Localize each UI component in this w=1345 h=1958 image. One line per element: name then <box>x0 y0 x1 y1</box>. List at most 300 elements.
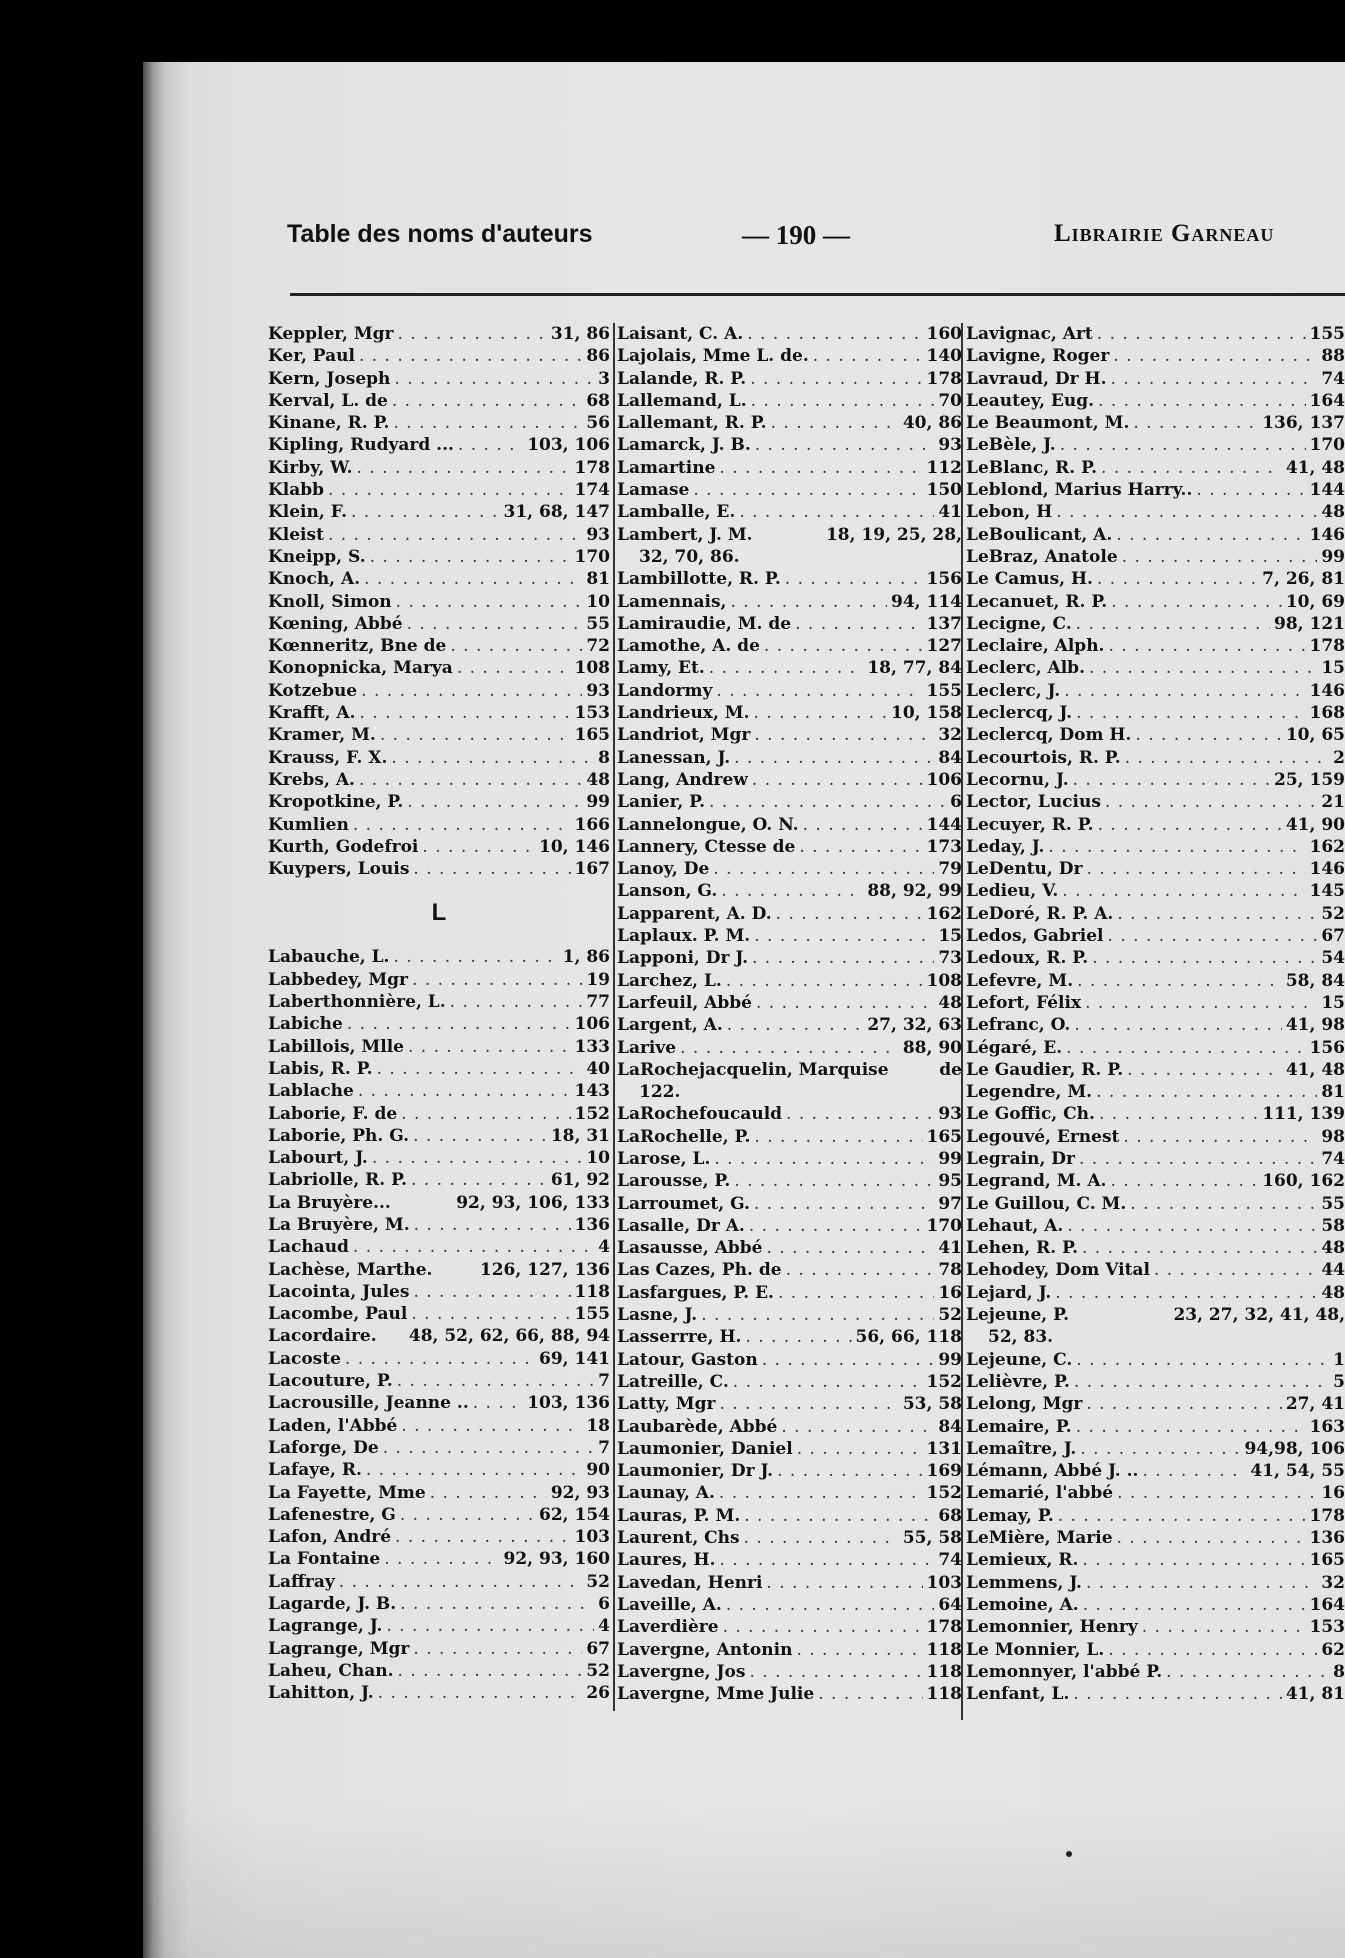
leader-dots <box>744 1505 934 1527</box>
leader-dots <box>1108 1639 1317 1661</box>
leader-dots <box>380 724 571 746</box>
page-references: 52 <box>586 1660 610 1681</box>
leader-dots <box>359 345 582 367</box>
page-references: 32 <box>1321 1572 1345 1593</box>
index-entry <box>268 1036 610 1058</box>
index-entry <box>268 1660 610 1682</box>
page-references: 131 <box>926 1438 962 1459</box>
page-references: 16 <box>1321 1483 1345 1504</box>
index-entry <box>966 591 1345 613</box>
index-entry <box>268 323 610 345</box>
index-entry <box>966 1259 1345 1281</box>
author-name: Lanier, P. <box>617 792 706 813</box>
index-entry <box>268 858 610 880</box>
index-entry <box>966 635 1345 657</box>
author-name: Lejeune, P. <box>966 1305 1069 1326</box>
leader-dots <box>370 546 571 568</box>
index-entry <box>268 1459 610 1481</box>
page-references: 165 <box>574 725 610 746</box>
leader-dots <box>395 1526 570 1548</box>
page-references: 44 <box>1321 1260 1345 1281</box>
author-name: Laverdière <box>617 1617 719 1638</box>
page-references: 84 <box>938 1416 962 1437</box>
author-name: Le Camus, H. <box>966 569 1093 590</box>
index-entry <box>966 836 1345 858</box>
index-entry <box>966 724 1345 746</box>
index-entry <box>268 546 610 568</box>
page-references: 40, 86 <box>902 413 962 434</box>
page-references: 178 <box>926 1617 962 1638</box>
index-entry <box>268 635 610 657</box>
index-entry <box>966 747 1345 769</box>
author-name: Laheu, Chan. <box>268 1660 394 1681</box>
author-name: Lavedan, Henri <box>617 1572 763 1593</box>
index-entry <box>617 1282 962 1304</box>
leader-dots <box>693 479 922 501</box>
author-name: Lamothe, A. de <box>617 636 760 657</box>
index-entry <box>966 814 1345 836</box>
page-references: 133 <box>574 1036 610 1057</box>
author-name: Lamartine <box>617 457 716 478</box>
leader-dots <box>450 991 583 1013</box>
page-references: 174 <box>574 480 610 501</box>
leader-dots <box>719 457 922 479</box>
leader-dots <box>357 457 571 479</box>
index-entry <box>617 613 962 635</box>
page-references: 84 <box>938 747 962 768</box>
author-name: Larose, L. <box>617 1148 711 1169</box>
author-name: LeDentu, Dr <box>966 859 1083 880</box>
author-name: Légaré, E. <box>966 1037 1063 1058</box>
page-references: 90 <box>586 1460 610 1481</box>
index-entry <box>617 747 962 769</box>
page-references: 68 <box>586 390 610 411</box>
page-references: 160, 162 <box>1262 1171 1345 1192</box>
leader-dots <box>1073 1683 1281 1705</box>
leader-dots <box>1097 323 1306 345</box>
author-name: Laveille, A. <box>617 1594 722 1615</box>
leader-dots <box>1142 1616 1306 1638</box>
leader-dots <box>345 1348 535 1370</box>
author-name: Lavraud, Dr H. <box>966 368 1107 389</box>
page-references: 144 <box>1309 480 1345 501</box>
leader-dots <box>749 1661 922 1683</box>
leader-dots <box>383 1437 594 1459</box>
index-entry <box>617 1460 962 1482</box>
index-entry <box>617 769 962 791</box>
page-references: 56 <box>586 413 610 434</box>
leader-dots <box>1074 1371 1329 1393</box>
leader-dots <box>1064 680 1305 702</box>
page-references: 48 <box>1321 1238 1345 1259</box>
index-entry <box>617 323 962 345</box>
page-references: 160 <box>926 324 962 344</box>
index-entry <box>617 903 962 925</box>
author-name: Lacordaire. <box>268 1326 377 1347</box>
index-entry <box>268 479 610 501</box>
index-entry <box>268 591 610 613</box>
page-references: 41, 98 <box>1285 1015 1345 1036</box>
author-name: LeMière, Marie <box>966 1528 1113 1549</box>
author-name: Laden, l'Abbé <box>268 1415 398 1436</box>
page-references: 10 <box>586 591 610 612</box>
author-name: LeDoré, R. P. A. <box>966 903 1114 924</box>
index-entry <box>966 903 1345 925</box>
author-name: Labis, R. P. <box>268 1058 373 1079</box>
leader-dots <box>762 1349 935 1371</box>
leader-dots <box>411 1169 547 1191</box>
page-references: 99 <box>938 1148 962 1169</box>
page-references: 16 <box>938 1282 962 1303</box>
author-name: Lenfant, L. <box>966 1684 1070 1705</box>
author-name: Lafon, André <box>268 1527 392 1548</box>
index-entry <box>617 368 962 390</box>
index-entry <box>268 1325 610 1347</box>
page-references: 152 <box>926 1371 962 1392</box>
page-references: 25, 159 <box>1274 769 1345 790</box>
leader-dots <box>733 1371 923 1393</box>
page-references: 143 <box>574 1081 610 1102</box>
index-entry <box>268 501 610 523</box>
index-entry <box>966 1416 1345 1438</box>
page-references: 41, 48 <box>1285 457 1345 478</box>
leader-dots <box>392 390 582 412</box>
page-references: 165 <box>1309 1550 1345 1571</box>
author-name: LaRochefoucauld <box>617 1104 783 1125</box>
page-references: 103 <box>926 1572 962 1593</box>
leader-dots <box>1099 1103 1258 1125</box>
author-name: Legendre, M. <box>966 1082 1093 1103</box>
leader-dots <box>1108 925 1318 947</box>
author-name: Lapponi, Dr J. <box>617 948 748 969</box>
page-references: 48, 52, 62, 66, 88, 94 <box>408 1326 610 1347</box>
author-name: LaRochelle, P. <box>617 1126 751 1147</box>
column-divider <box>613 323 615 1711</box>
leader-dots <box>397 1370 594 1392</box>
author-name: Labillois, Mlle <box>268 1036 404 1057</box>
leader-dots <box>391 747 594 769</box>
index-entry <box>966 524 1345 546</box>
index-entry <box>268 1058 610 1080</box>
page-references: 155 <box>1309 324 1345 344</box>
index-entry <box>966 1505 1345 1527</box>
index-entry <box>268 1415 610 1437</box>
page-references: 144 <box>926 814 962 835</box>
page-references: 26 <box>586 1683 610 1704</box>
index-entry <box>268 1615 610 1637</box>
page-references: 77 <box>586 992 610 1013</box>
index-entry <box>617 1059 962 1081</box>
author-name: Kipling, Rudyard ... <box>268 435 454 456</box>
index-entry <box>268 702 610 724</box>
leader-dots <box>727 1014 864 1036</box>
page-references: 81 <box>586 569 610 590</box>
page-references: 48 <box>1321 502 1345 523</box>
leader-dots <box>400 1593 594 1615</box>
index-entry <box>617 814 962 836</box>
index-entry <box>268 657 610 679</box>
page-references: 136 <box>574 1214 610 1235</box>
index-entry <box>966 769 1345 791</box>
leader-dots <box>709 791 946 813</box>
author-name: Kern, Joseph <box>268 368 391 389</box>
index-entry <box>617 1505 962 1527</box>
index-entry <box>617 501 962 523</box>
leader-dots <box>1110 1170 1258 1192</box>
page-references: 153 <box>1309 1617 1345 1638</box>
index-entry <box>268 1526 610 1548</box>
author-name: Lablache <box>268 1081 354 1102</box>
page-references: 41, 48 <box>1285 1059 1345 1080</box>
index-entry <box>268 1013 610 1035</box>
page-references: 168 <box>1309 703 1345 724</box>
author-name: Lambillotte, R. P. <box>617 569 781 590</box>
page-references: 92, 93, 106, 133 <box>456 1192 610 1213</box>
page-references: 73 <box>938 948 962 969</box>
leader-dots <box>721 880 863 902</box>
page-references: 74 <box>1321 1148 1345 1169</box>
leader-dots <box>713 858 934 880</box>
author-name: Lecigne, C. <box>966 613 1072 634</box>
page-references: 81 <box>1321 1082 1345 1103</box>
author-name: LeBèle, J. <box>966 435 1056 456</box>
leader-dots <box>407 613 583 635</box>
leader-dots <box>1089 657 1317 679</box>
author-name: Kotzebue <box>268 680 358 701</box>
author-name: Lelong, Mgr <box>966 1394 1083 1415</box>
author-name: Lannery, Ctesse de <box>617 836 796 857</box>
leader-dots <box>720 1549 935 1571</box>
author-name: Lavignac, Art <box>966 324 1093 344</box>
page-references: 10, 158 <box>891 703 962 724</box>
index-entry <box>617 390 962 412</box>
page-references: 41, 90 <box>1285 814 1345 835</box>
index-column-3 <box>966 323 1345 1705</box>
index-entry-continuation: 122. <box>639 1082 681 1103</box>
page-references: 170 <box>1309 435 1345 456</box>
leader-dots <box>1067 1215 1317 1237</box>
author-name: Lang, Andrew <box>617 769 748 790</box>
leader-dots <box>1080 1438 1240 1460</box>
leader-dots <box>1098 390 1305 412</box>
author-name: Lauras, P. M. <box>617 1505 741 1526</box>
page-references: 15 <box>1321 658 1345 679</box>
author-name: Laumonier, Dr J. <box>617 1461 774 1482</box>
leader-dots <box>1117 1527 1306 1549</box>
leader-dots <box>372 1147 582 1169</box>
page-references: 126, 127, 136 <box>479 1259 610 1280</box>
index-entry <box>966 1683 1345 1705</box>
index-entry <box>966 1282 1345 1304</box>
page-references: 88 <box>1321 346 1345 367</box>
author-name: Lecourtois, R. P. <box>966 747 1121 768</box>
author-name: Lejeune, C. <box>966 1349 1073 1370</box>
page-references: 10, 65 <box>1285 725 1345 746</box>
author-name: Lallemand, L. <box>617 390 747 411</box>
index-entry <box>268 568 610 590</box>
index-entry <box>617 1349 962 1371</box>
leader-dots <box>1086 858 1305 880</box>
index-entry <box>617 680 962 702</box>
index-entry <box>966 858 1345 880</box>
page-references: 127 <box>926 636 962 657</box>
leader-dots <box>1117 1482 1317 1504</box>
index-entry <box>966 1639 1345 1661</box>
author-name: Laumonier, Daniel <box>617 1438 793 1459</box>
index-entry <box>966 613 1345 635</box>
page-references: 31, 68, 147 <box>503 502 610 523</box>
leader-dots <box>393 946 558 968</box>
index-entry <box>268 946 610 968</box>
leader-dots <box>1116 524 1305 546</box>
index-entry-continuation: 32, 70, 86. <box>639 546 740 567</box>
leader-dots <box>398 1660 583 1682</box>
leader-dots <box>752 947 934 969</box>
author-name: Laurent, Chs <box>617 1528 740 1549</box>
author-name: Lavigne, Roger <box>966 346 1110 367</box>
author-name: Lecornu, J. <box>966 769 1069 790</box>
page-references: 1 <box>1333 1349 1345 1370</box>
author-name: Lamarck, J. B. <box>617 435 751 456</box>
leader-dots <box>714 1148 934 1170</box>
leader-dots <box>781 1416 934 1438</box>
page-references: 106 <box>926 769 962 790</box>
leader-dots <box>730 591 887 613</box>
index-entry <box>617 345 962 367</box>
page-references: 27, 32, 63 <box>867 1015 962 1036</box>
page-references: 170 <box>926 1215 962 1236</box>
leader-dots <box>1142 1460 1246 1482</box>
author-name: Le Gaudier, R. P. <box>966 1059 1124 1080</box>
page-references: 164 <box>1309 390 1345 411</box>
leader-dots <box>1085 992 1317 1014</box>
page-references: 118 <box>926 1639 962 1660</box>
leader-dots <box>386 1615 594 1637</box>
author-name: Kropotkine, P. <box>268 792 404 813</box>
leader-dots <box>723 1616 923 1638</box>
index-entry <box>966 1037 1345 1059</box>
leader-dots <box>749 1215 923 1237</box>
index-entry <box>966 368 1345 390</box>
index-entry <box>268 680 610 702</box>
page-references: 58 <box>1321 1215 1345 1236</box>
page-references: 18 <box>586 1415 610 1436</box>
page-references: 93 <box>586 680 610 701</box>
index-entry <box>617 724 962 746</box>
leader-dots <box>1108 635 1305 657</box>
author-name: Klabb <box>268 480 325 501</box>
leader-dots <box>1056 501 1317 523</box>
author-name: Lavergne, Jos <box>617 1661 746 1682</box>
author-name: Lagrange, Mgr <box>268 1638 410 1659</box>
page-references: 48 <box>1321 1282 1345 1303</box>
leader-dots <box>1062 880 1305 902</box>
page-references: 70 <box>938 390 962 411</box>
leader-dots <box>719 1482 923 1504</box>
page-references: 156 <box>1309 1037 1345 1058</box>
index-entry <box>617 1661 962 1683</box>
page-references: 178 <box>574 457 610 478</box>
page-references: 52 <box>586 1571 610 1592</box>
leader-dots <box>1133 412 1258 434</box>
author-name: Lector, Lucius <box>966 792 1101 813</box>
leader-dots <box>360 702 571 724</box>
page-references: 6 <box>950 792 962 813</box>
author-name: Ledos, Gabriel <box>966 926 1104 947</box>
index-entry <box>268 814 610 836</box>
leader-dots <box>701 1304 934 1326</box>
author-name: Larousse, P. <box>617 1171 731 1192</box>
leader-dots <box>786 1259 935 1281</box>
index-entry <box>966 1661 1345 1683</box>
leader-dots <box>458 434 523 456</box>
author-name: Lejard, J. <box>966 1282 1052 1303</box>
page-references: 136 <box>1309 1528 1345 1549</box>
index-entry <box>966 390 1345 412</box>
index-entry <box>966 970 1345 992</box>
page-references: 74 <box>938 1550 962 1571</box>
page-references: 92, 93 <box>550 1482 610 1503</box>
leader-dots <box>1079 1148 1317 1170</box>
page-references: 169 <box>926 1461 962 1482</box>
page-references: 99 <box>938 1349 962 1370</box>
page-references: 53, 58 <box>902 1394 962 1415</box>
index-entry <box>617 791 962 813</box>
author-name: Lebon, H <box>966 502 1053 523</box>
author-name: Lamballe, E. <box>617 502 736 523</box>
leader-dots <box>1127 1059 1282 1081</box>
page-references: 93 <box>586 524 610 545</box>
index-entry <box>617 568 962 590</box>
publisher-name: Librairie Garneau <box>1054 220 1275 247</box>
page-references: 92, 93, 160 <box>503 1549 610 1570</box>
page-references: 118 <box>926 1661 962 1682</box>
author-name: Laborie, F. de <box>268 1103 398 1124</box>
index-entry <box>617 702 962 724</box>
index-entry <box>268 1593 610 1615</box>
leader-dots <box>1166 1661 1329 1683</box>
leader-dots <box>726 1594 935 1616</box>
index-entry <box>966 880 1345 902</box>
leader-dots <box>328 479 570 501</box>
index-entry <box>268 1125 610 1147</box>
index-entry <box>268 1169 610 1191</box>
leader-dots <box>1076 702 1305 724</box>
author-name: Largent, A. <box>617 1015 723 1036</box>
page-references: 146 <box>1309 680 1345 701</box>
author-name: Labauche, L. <box>268 947 390 968</box>
index-entry <box>966 345 1345 367</box>
leader-dots <box>754 702 888 724</box>
author-name: Lamy, Et. <box>617 658 705 679</box>
author-name: Lemonnyer, l'abbé P. <box>966 1661 1163 1682</box>
author-name: Le Guillou, C. M. <box>966 1193 1127 1214</box>
index-entry <box>268 1682 610 1704</box>
leader-dots <box>401 1415 582 1437</box>
page-references: 61, 92 <box>550 1170 610 1191</box>
leader-dots <box>797 1438 923 1460</box>
leader-dots <box>1076 613 1270 635</box>
author-name: Lachèse, Marthe. <box>268 1259 433 1280</box>
leader-dots <box>1073 769 1270 791</box>
index-entry <box>617 1126 962 1148</box>
page-references: 7 <box>598 1371 610 1392</box>
author-name: Lahitton, J. <box>268 1683 374 1704</box>
page-references: 118 <box>574 1281 610 1302</box>
leader-dots <box>799 836 922 858</box>
leader-dots <box>734 1170 934 1192</box>
page-shadow <box>143 1800 1345 1958</box>
